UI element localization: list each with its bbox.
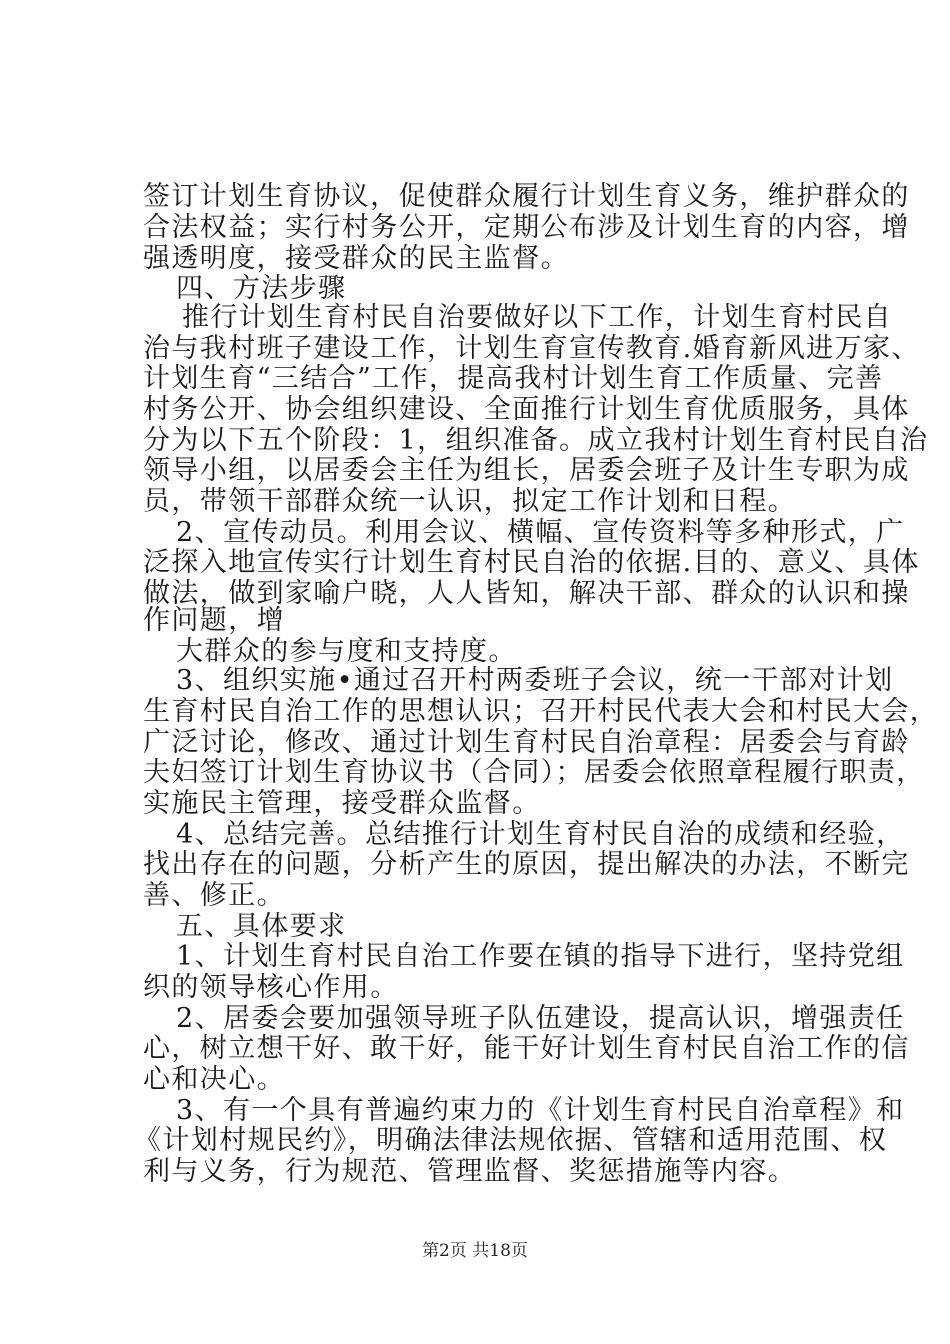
text-line: 村务公开、协会组织建设、全面推行计划生育优质服务，具体 (143, 394, 910, 425)
text-line: 织的领导核心作用。 (143, 972, 399, 1003)
text-line: 3、有一个具有普遍约束力的《计划生育村民自治章程》和 (176, 1095, 905, 1126)
text-line: 夫妇签订计划生育协议书（合同）；居委会依照章程履行职责， (143, 757, 925, 788)
text-line: 作问题，增 (143, 605, 285, 636)
text-line: 心，树立想干好、敢干好，能干好计划生育村民自治工作的信 (143, 1033, 910, 1064)
text-line: 强透明度，接受群众的民主监督。 (143, 243, 569, 274)
text-line: 2、宣传动员。利用会议、横幅、宣传资料等多种形式，广 (176, 517, 905, 548)
text-line: 广泛讨论，修改、通过计划生育村民自治章程：居委会与育龄 (143, 727, 910, 758)
text-line: 3、组织实施•通过召开村两委班子会议，统一干部对计划 (176, 665, 894, 696)
text-line: 泛探入地宣传实行计划生育村民自治的依据.目的、意义、具体 (143, 547, 920, 578)
text-line: 员，带领干部群众统一认识，拟定工作计划和日程。 (143, 486, 797, 517)
text-line: 领导小组，以居委会主任为组长，居委会班子及计生专职为成 (143, 455, 910, 486)
text-line: 分为以下五个阶段：1，组织准备。成立我村计划生育村民自治 (143, 425, 929, 456)
text-line: 利与义务，行为规范、管理监督、奖惩措施等内容。 (143, 1156, 797, 1187)
text-line: 实施民主管理，接受群众监督。 (143, 788, 541, 819)
section-heading: 五、具体要求 (176, 911, 347, 942)
text-line: 《计划村规民约》，明确法律法规依据、管辖和适用范围、权 (134, 1125, 888, 1156)
text-line: 做法，做到家喻户晓，人人皆知，解决干部、群众的认识和操 (143, 578, 910, 609)
text-line: 大群众的参与度和支持度。 (176, 636, 517, 667)
text-line: 计划生育“三结合”工作，提高我村计划生育工作质量、完善 (143, 363, 884, 394)
text-line: 找出存在的问题，分析产生的原因，提出解决的办法，不断完 (143, 849, 910, 880)
text-line: 心和决心。 (143, 1064, 285, 1095)
text-line: 合法权益；实行村务公开，定期公布涉及计划生育的内容，增 (143, 212, 910, 243)
text-line: 2、居委会要加强领导班子队伍建设，提高认识，增强责任 (176, 1003, 905, 1034)
text-line: 4、总结完善。总结推行计划生育村民自治的成绩和经验， (176, 819, 905, 850)
text-line: 治与我村班子建设工作，计划生育宣传教育.婚育新风进万家、 (143, 333, 920, 364)
section-heading: 四、方法步骤 (176, 273, 347, 304)
text-line: 1、计划生育村民自治工作要在镇的指导下进行，坚持党组 (176, 941, 905, 972)
text-line: 生育村民自治工作的思想认识；召开村民代表大会和村民大会， (143, 696, 939, 727)
text-line: 签订计划生育协议，促使群众履行计划生育义务，维护群众的 (143, 181, 910, 212)
text-line: 善、修正。 (143, 880, 285, 911)
text-line: 推行计划生育村民自治要做好以下工作，计划生育村民自 (182, 302, 892, 333)
page-number-footer: 第2页 共18页 (422, 1241, 528, 1261)
